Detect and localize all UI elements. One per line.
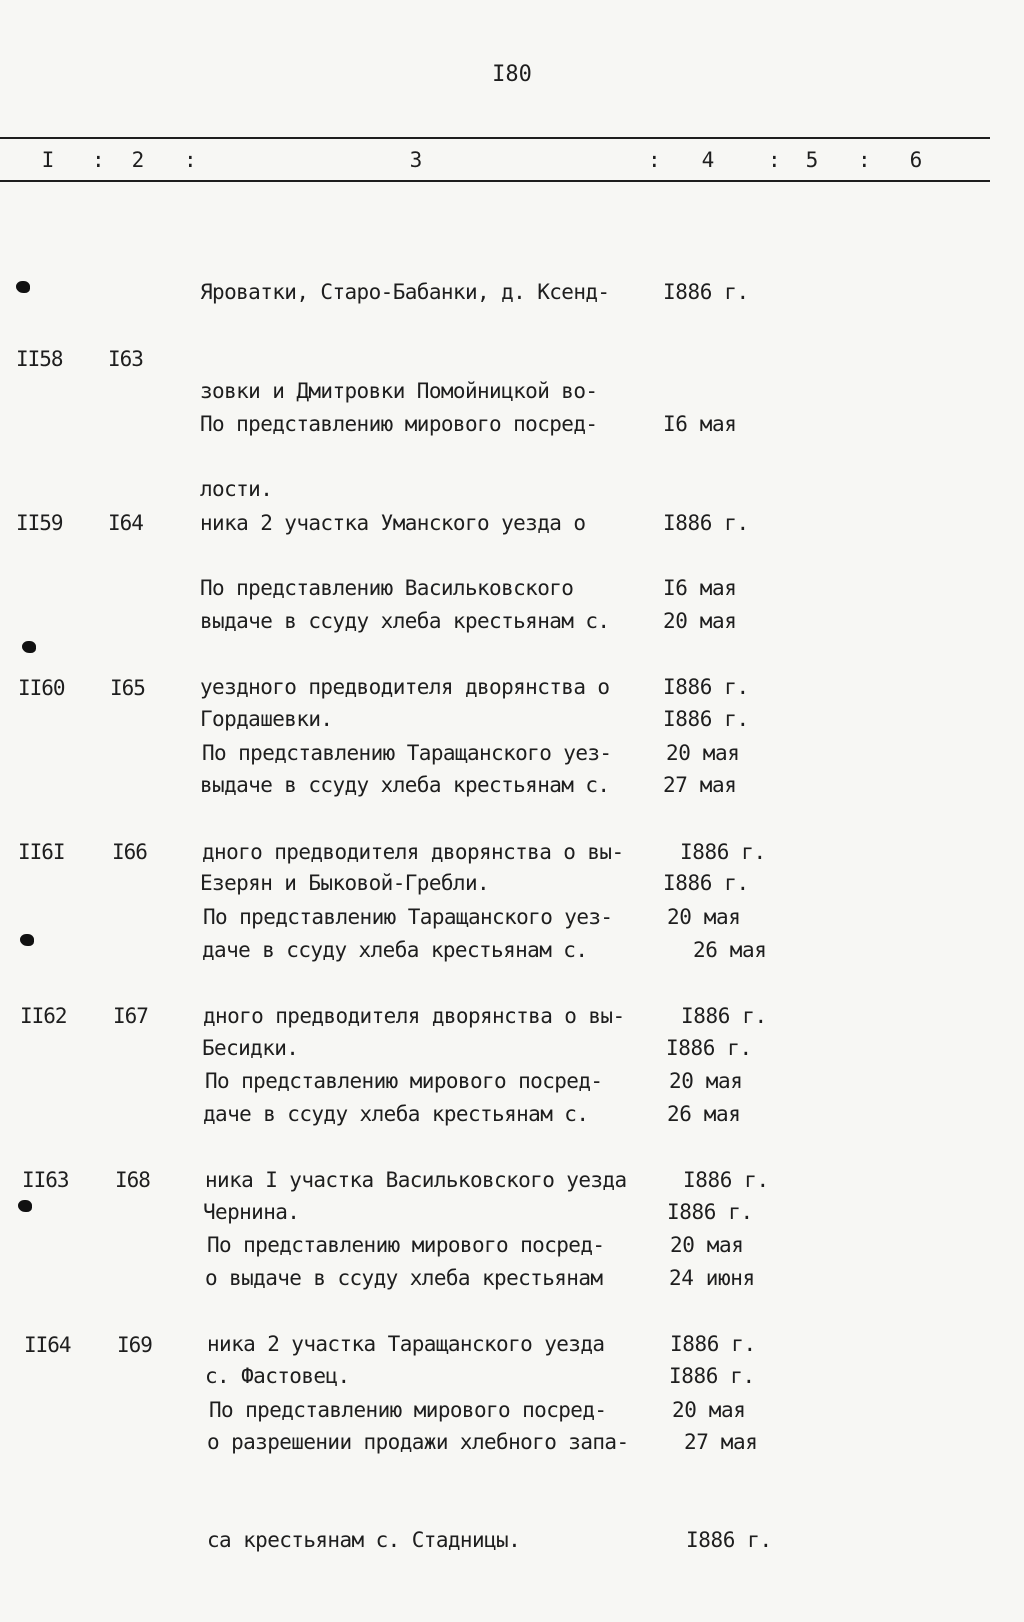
date-line: I886 г. xyxy=(680,839,766,864)
date-line: I886 г. xyxy=(686,1527,772,1552)
entry-number: II62 xyxy=(20,1004,67,1028)
date-line: I886 г. xyxy=(683,1167,769,1192)
column-header-6: 6 xyxy=(909,148,923,172)
entry-number: II58 xyxy=(16,347,63,371)
punch-mark xyxy=(22,641,36,653)
date-line: I886 г. xyxy=(666,1035,752,1060)
entry-number: II64 xyxy=(24,1333,71,1357)
column-separator: : xyxy=(184,148,197,172)
date-line: 20 мая xyxy=(663,608,737,633)
date-line: I886 г. xyxy=(663,674,749,699)
description-line: лости. xyxy=(200,476,273,501)
description-line: о разрешении продажи хлебного запа- xyxy=(207,1429,629,1454)
punch-mark xyxy=(20,934,34,946)
date-line: I886 г. xyxy=(670,1331,756,1356)
description-line: По представлению мирового посред- xyxy=(205,1069,603,1094)
date-line: 20 мая xyxy=(666,741,740,766)
entry-reference: I64 xyxy=(108,511,143,535)
column-header-4: 4 xyxy=(701,148,715,172)
column-header-2: 2 xyxy=(131,148,145,172)
entry-dates xyxy=(672,1329,745,1493)
description-line: По представлению Васильковского xyxy=(200,576,574,601)
column-header-3: 3 xyxy=(409,148,423,172)
date-line: I886 г. xyxy=(663,280,749,305)
header-rule-bottom xyxy=(0,180,990,182)
description-line: По представлению мирового посред- xyxy=(200,412,598,437)
column-separator: : xyxy=(648,148,661,172)
description-line: Езерян и Быковой-Гребли. xyxy=(200,870,490,895)
description-line: Гордашевки. xyxy=(200,706,333,731)
date-line: 26 мая xyxy=(667,1101,741,1126)
entry-reference: I69 xyxy=(117,1333,152,1357)
description-line: о выдаче в ссуду хлеба крестьянам xyxy=(205,1265,603,1290)
description-line: дного предводителя дворянства о вы- xyxy=(203,1003,625,1028)
date-line: I886 г. xyxy=(669,1363,755,1388)
description-line: По представлению мирового посред- xyxy=(207,1233,605,1258)
description-line: даче в ссуду хлеба крестьянам с. xyxy=(202,937,588,962)
entry-number: II60 xyxy=(18,676,65,700)
page-number: I80 xyxy=(492,62,532,87)
entry-number: II59 xyxy=(16,511,63,535)
description-line: По представлению Таращанского уез- xyxy=(203,905,613,930)
description-line: даче в ссуду хлеба крестьянам с. xyxy=(203,1101,589,1126)
date-line: 20 мая xyxy=(670,1233,744,1258)
entry-reference: I65 xyxy=(110,676,145,700)
column-separator: : xyxy=(858,148,871,172)
date-line: I6 мая xyxy=(663,576,737,601)
date-line: 20 мая xyxy=(669,1069,743,1094)
description-line: ника 2 участка Таращанского уезда xyxy=(207,1331,605,1356)
description-line: Бесидки. xyxy=(202,1035,299,1060)
entry-reference: I67 xyxy=(113,1004,148,1028)
date-line: I886 г. xyxy=(663,706,749,731)
column-separator: : xyxy=(768,148,781,172)
description-line: с. Фастовец. xyxy=(205,1363,350,1388)
date-line: I886 г. xyxy=(681,1003,767,1028)
description-line: Чернина. xyxy=(203,1199,300,1224)
entry-number: II63 xyxy=(22,1168,69,1192)
description-line: дного предводителя дворянства о вы- xyxy=(202,839,624,864)
entry-reference: I66 xyxy=(112,840,147,864)
date-line: 20 мая xyxy=(672,1398,746,1423)
date-line: 27 мая xyxy=(684,1429,758,1454)
column-separator: : xyxy=(92,148,105,172)
description-line: зовки и Дмитровки Помойницкой во- xyxy=(200,378,598,403)
description-line: По представлению Таращанского уез- xyxy=(202,741,612,766)
date-line: 20 мая xyxy=(667,905,741,930)
description-line: ника 2 участка Уманского уезда о xyxy=(200,510,586,535)
date-line: I886 г. xyxy=(663,870,749,895)
date-line: 26 мая xyxy=(693,937,767,962)
date-line: 24 июня xyxy=(669,1265,755,1290)
entry-reference: I68 xyxy=(115,1168,150,1192)
date-line: I886 г. xyxy=(663,510,749,535)
entry-number: II6I xyxy=(18,840,65,864)
header-rule-top xyxy=(0,137,990,139)
date-line: I886 г. xyxy=(667,1199,753,1224)
entry-reference: I63 xyxy=(108,347,143,371)
entry-description xyxy=(209,1329,606,1493)
description-line: По представлению мирового посред- xyxy=(209,1398,607,1423)
description-line: ника I участка Васильковского уезда xyxy=(205,1167,627,1192)
description-line: выдаче в ссуду хлеба крестьянам с. xyxy=(200,608,610,633)
description-line: са крестьянам с. Стадницы. xyxy=(207,1527,521,1552)
column-header-5: 5 xyxy=(805,148,819,172)
date-line: 27 мая xyxy=(663,772,737,797)
punch-mark xyxy=(18,1200,32,1212)
column-header-1: I xyxy=(41,148,55,172)
description-line: выдаче в ссуду хлеба крестьянам с. xyxy=(200,772,610,797)
date-line: I6 мая xyxy=(663,412,737,437)
description-line: Яроватки, Старо-Бабанки, д. Ксенд- xyxy=(200,280,610,305)
punch-mark xyxy=(16,281,30,293)
description-line: уездного предводителя дворянства о xyxy=(200,674,610,699)
